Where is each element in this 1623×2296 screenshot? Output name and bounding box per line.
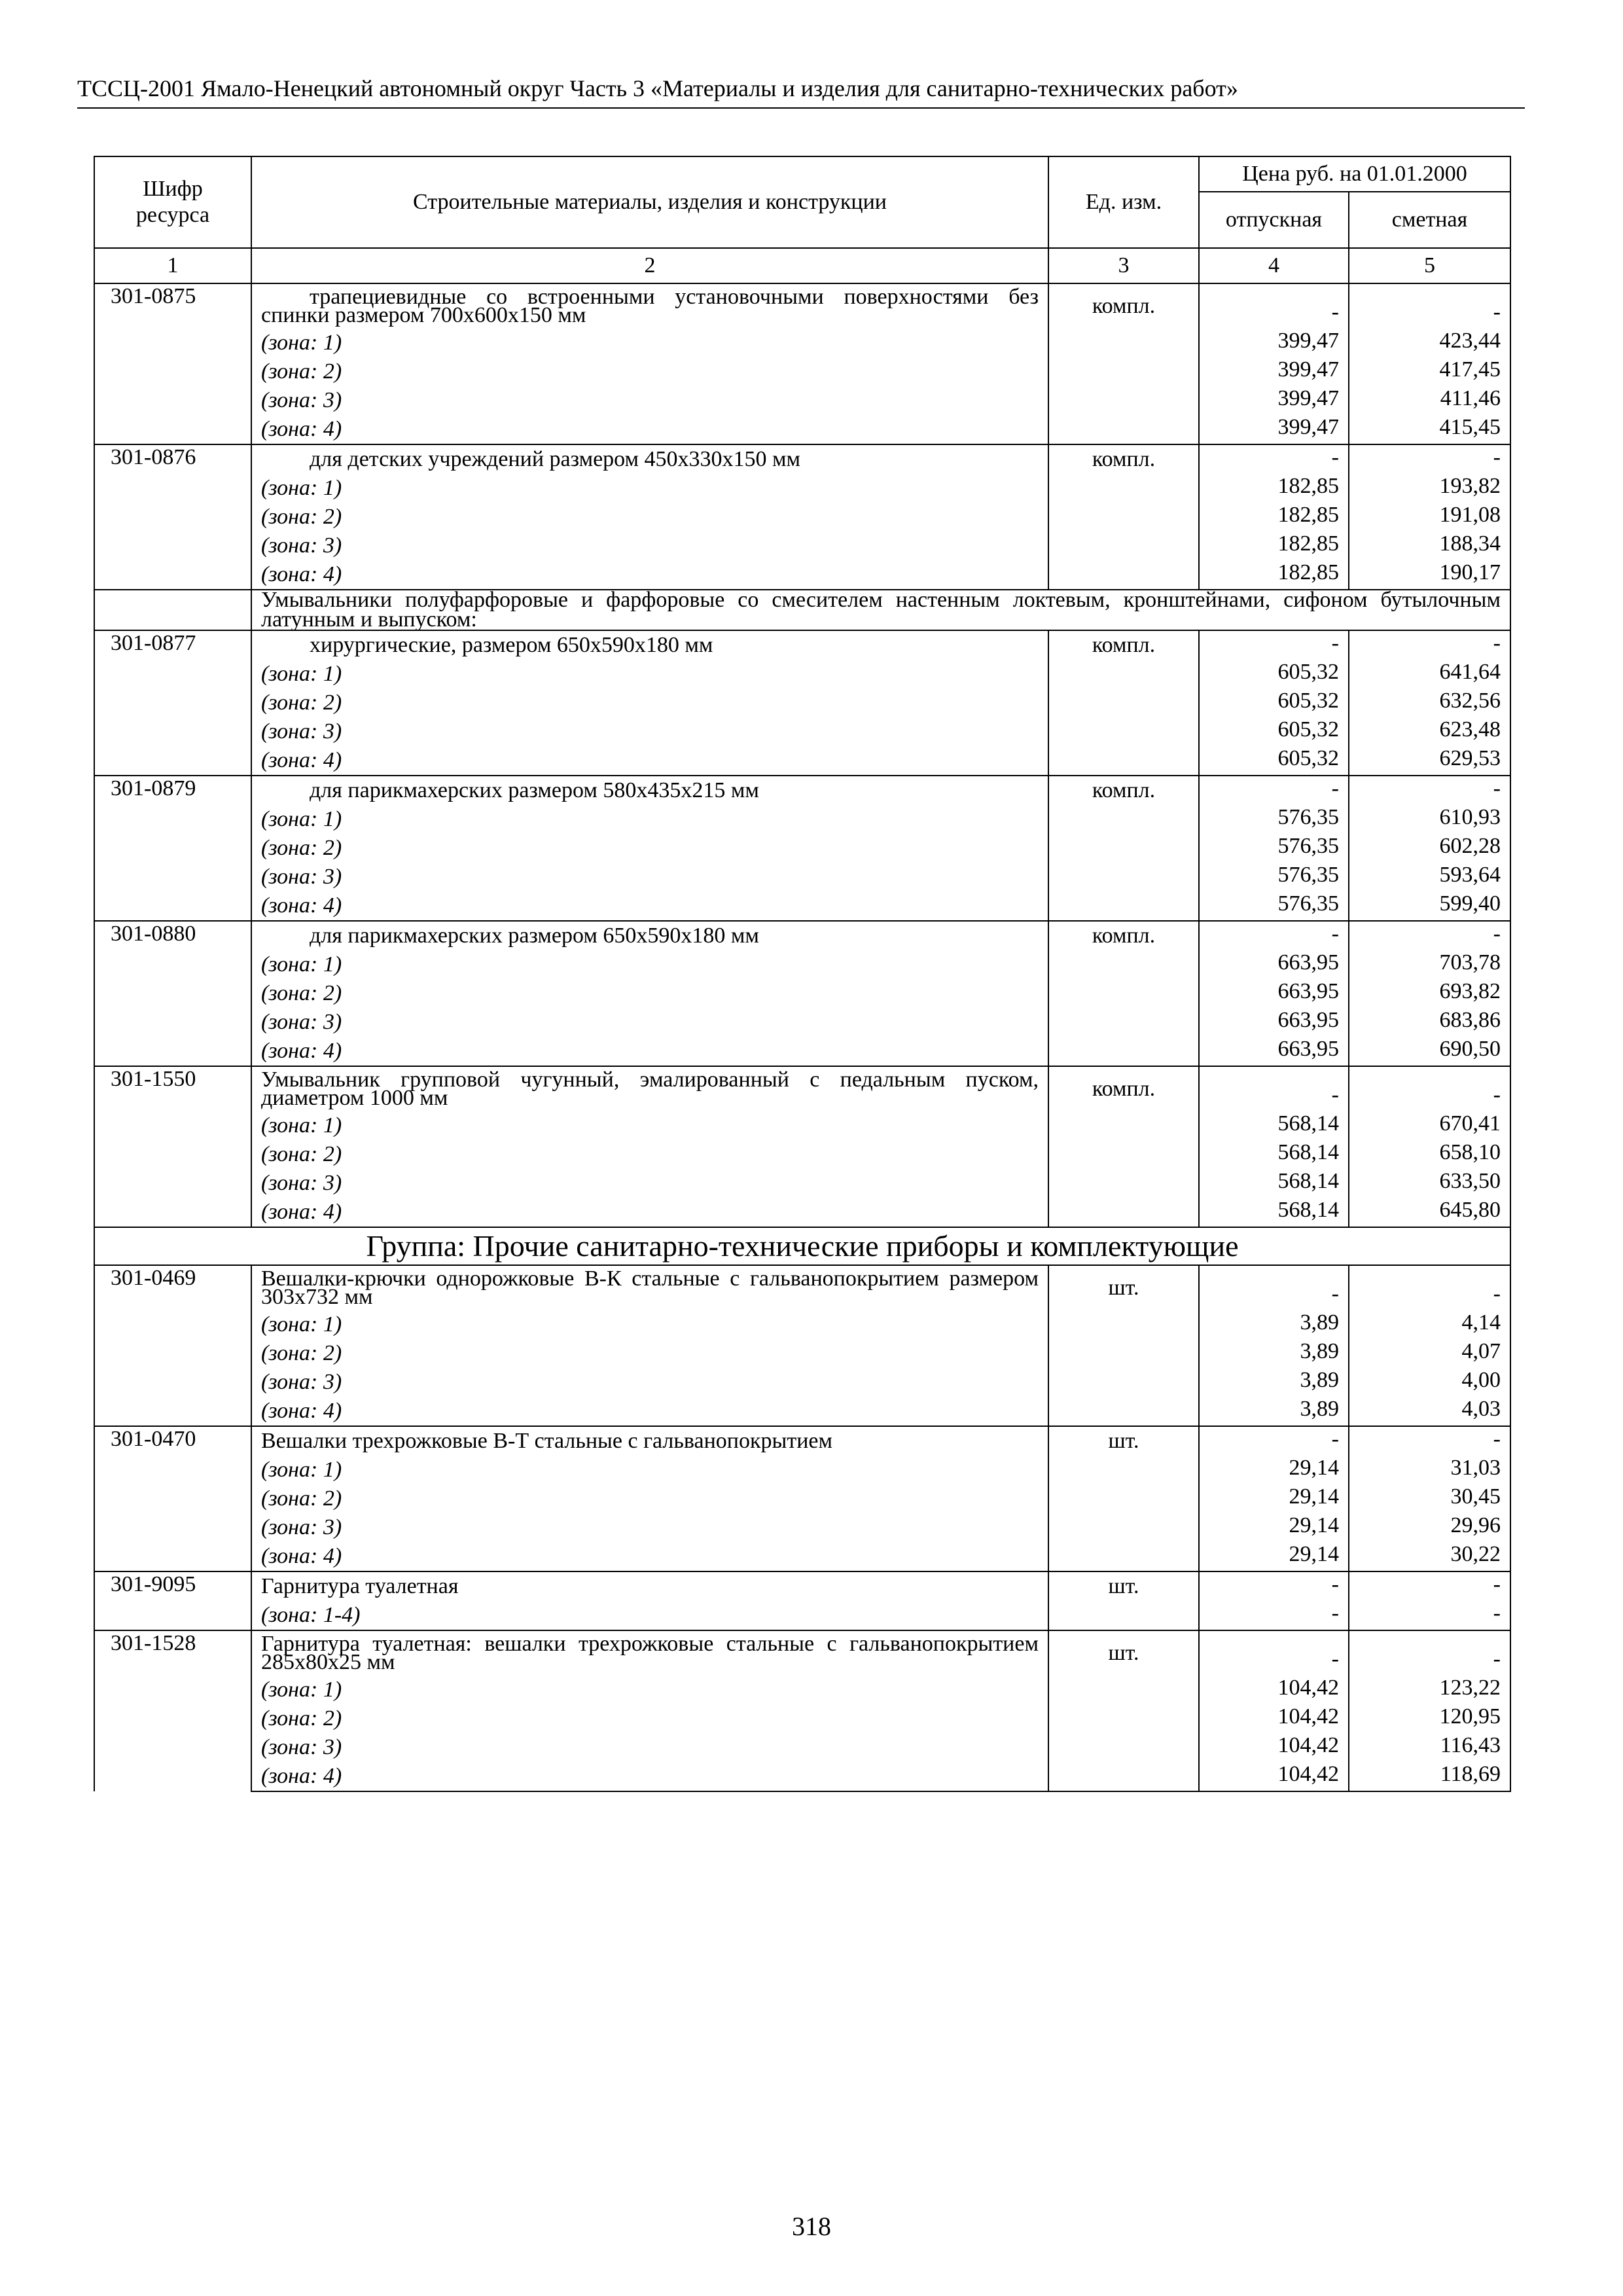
release-price: - <box>1199 444 1349 474</box>
release-price: 3,89 <box>1199 1339 1349 1368</box>
unit-cell-empty <box>1048 415 1199 444</box>
unit-cell-empty <box>1048 950 1199 979</box>
unit-cell-empty <box>1048 1484 1199 1513</box>
unit-cell: компл. <box>1048 776 1199 805</box>
estimate-price: - <box>1349 283 1510 329</box>
estimate-price: - <box>1349 1630 1510 1676</box>
col-number: 3 <box>1048 248 1199 283</box>
material-name: для парикмахерских размером 580х435х215 мм <box>251 776 1048 805</box>
zone-row <box>94 1484 1510 1513</box>
estimate-price: 4,14 <box>1349 1310 1510 1339</box>
unit-cell-empty <box>1048 1339 1199 1368</box>
col-header-release: отпускная <box>1199 192 1349 248</box>
estimate-price: 417,45 <box>1349 357 1510 386</box>
zone-row <box>94 1198 1510 1227</box>
material-name: для парикмахерских размером 650х590х180 мм <box>251 921 1048 950</box>
release-price: - <box>1199 1630 1349 1676</box>
estimate-price: - <box>1349 1571 1510 1601</box>
resource-code: 301-9095 <box>94 1571 251 1630</box>
col-number: 1 <box>94 248 251 283</box>
table-row <box>94 444 1510 474</box>
material-name: Вешалки-крючки однорожковые В-К стальные с гальванопокрытием размером 303х732 мм <box>251 1265 1048 1310</box>
zone-row <box>94 1762 1510 1791</box>
zone-row <box>94 1704 1510 1733</box>
zone-row <box>94 1310 1510 1339</box>
estimate-price: 423,44 <box>1349 329 1510 357</box>
zone-label: (зона: 1) <box>251 329 1048 357</box>
release-price: 3,89 <box>1199 1397 1349 1426</box>
estimate-price: 4,03 <box>1349 1397 1510 1426</box>
zone-label: (зона: 2) <box>251 503 1048 531</box>
section-title: Умывальники полуфарфоровые и фарфоровые со смесителем настенным локтевым, кронштейнами, сифоном бутылочным латунным и выпуском: <box>251 590 1510 630</box>
estimate-price: 116,43 <box>1349 1733 1510 1762</box>
zone-label: (зона: 2) <box>251 1339 1048 1368</box>
release-price: 605,32 <box>1199 689 1349 717</box>
estimate-price: 693,82 <box>1349 979 1510 1008</box>
col-number: 2 <box>251 248 1048 283</box>
section-row <box>94 590 1510 630</box>
estimate-price: 645,80 <box>1349 1198 1510 1227</box>
estimate-price: 599,40 <box>1349 891 1510 921</box>
estimate-price: - <box>1349 1066 1510 1111</box>
zone-row <box>94 386 1510 415</box>
zone-row <box>94 863 1510 891</box>
material-name: Вешалки трехрожковые В-Т стальные с гальванопокрытием <box>251 1426 1048 1456</box>
unit-cell-empty <box>1048 1111 1199 1140</box>
release-price: 182,85 <box>1199 560 1349 590</box>
unit-cell-empty <box>1048 1704 1199 1733</box>
table-row <box>94 1426 1510 1456</box>
estimate-price: 193,82 <box>1349 474 1510 503</box>
zone-row <box>94 1339 1510 1368</box>
estimate-price: - <box>1349 1265 1510 1310</box>
unit-cell-empty <box>1048 660 1199 689</box>
table-row <box>94 630 1510 660</box>
unit-cell-empty <box>1048 891 1199 921</box>
unit-cell-empty <box>1048 329 1199 357</box>
material-name: Гарнитура туалетная <box>251 1571 1048 1601</box>
release-price: - <box>1199 1265 1349 1310</box>
release-price: 104,42 <box>1199 1733 1349 1762</box>
release-price: 576,35 <box>1199 805 1349 834</box>
unit-cell-empty <box>1048 1140 1199 1169</box>
estimate-price: 30,45 <box>1349 1484 1510 1513</box>
zone-row <box>94 1456 1510 1484</box>
zone-row <box>94 1368 1510 1397</box>
zone-label: (зона: 3) <box>251 386 1048 415</box>
release-price: 576,35 <box>1199 863 1349 891</box>
col-number: 5 <box>1349 248 1510 283</box>
material-name: Гарнитура туалетная: вешалки трехрожковые стальные с гальванопокрытием 285х80х25 мм <box>251 1630 1048 1676</box>
unit-cell-empty <box>1048 386 1199 415</box>
zone-row <box>94 1169 1510 1198</box>
estimate-price: 118,69 <box>1349 1762 1510 1791</box>
estimate-price: - <box>1349 1426 1510 1456</box>
release-price: 29,14 <box>1199 1484 1349 1513</box>
zone-row <box>94 717 1510 746</box>
table-row <box>94 1066 1510 1111</box>
zone-row <box>94 560 1510 590</box>
unit-cell-empty <box>1048 746 1199 776</box>
release-price: 663,95 <box>1199 950 1349 979</box>
zone-label: (зона: 2) <box>251 357 1048 386</box>
table-row <box>94 921 1510 950</box>
estimate-price: 188,34 <box>1349 531 1510 560</box>
release-price: 399,47 <box>1199 386 1349 415</box>
release-price: - <box>1199 630 1349 660</box>
release-price: 605,32 <box>1199 746 1349 776</box>
section-code-cell <box>94 590 251 630</box>
release-price: 29,14 <box>1199 1456 1349 1484</box>
unit-cell-empty <box>1048 1733 1199 1762</box>
estimate-price: 690,50 <box>1349 1037 1510 1066</box>
zone-label: (зона: 4) <box>251 415 1048 444</box>
estimate-price: 633,50 <box>1349 1169 1510 1198</box>
zone-row <box>94 950 1510 979</box>
release-price: 29,14 <box>1199 1513 1349 1542</box>
zone-row <box>94 834 1510 863</box>
resource-code: 301-1550 <box>94 1066 251 1227</box>
zone-label: (зона: 1) <box>251 660 1048 689</box>
zone-row <box>94 1008 1510 1037</box>
estimate-price: 415,45 <box>1349 415 1510 444</box>
estimate-price: 30,22 <box>1349 1542 1510 1571</box>
unit-cell-empty <box>1048 1008 1199 1037</box>
unit-cell-empty <box>1048 834 1199 863</box>
release-price: - <box>1199 283 1349 329</box>
unit-cell-empty <box>1048 1762 1199 1791</box>
zone-row <box>94 660 1510 689</box>
release-price: - <box>1199 1426 1349 1456</box>
col-header-name: Строительные материалы, изделия и конструкции <box>251 156 1048 248</box>
zone-row <box>94 746 1510 776</box>
zone-label: (зона: 3) <box>251 717 1048 746</box>
release-price: 568,14 <box>1199 1198 1349 1227</box>
zone-label: (зона: 4) <box>251 1198 1048 1227</box>
zone-label: (зона: 2) <box>251 834 1048 863</box>
estimate-price: - <box>1349 630 1510 660</box>
release-price: 182,85 <box>1199 474 1349 503</box>
release-price: 182,85 <box>1199 531 1349 560</box>
zone-row <box>94 1733 1510 1762</box>
zone-row <box>94 1111 1510 1140</box>
zone-label: (зона: 2) <box>251 979 1048 1008</box>
release-price: 3,89 <box>1199 1368 1349 1397</box>
unit-cell: компл. <box>1048 283 1199 329</box>
col-header-unit: Ед. изм. <box>1048 156 1199 248</box>
table-row <box>94 1630 1510 1676</box>
zone-label: (зона: 2) <box>251 689 1048 717</box>
zone-label: (зона: 1) <box>251 1111 1048 1140</box>
unit-cell: компл. <box>1048 921 1199 950</box>
unit-cell: шт. <box>1048 1630 1199 1676</box>
material-name: Умывальник групповой чугунный, эмалированный с педальным пуском, диаметром 1000 мм <box>251 1066 1048 1111</box>
zone-row <box>94 1140 1510 1169</box>
estimate-price: 191,08 <box>1349 503 1510 531</box>
zone-row <box>94 1513 1510 1542</box>
unit-cell-empty <box>1048 1542 1199 1571</box>
unit-cell-empty <box>1048 1601 1199 1630</box>
estimate-price: 4,07 <box>1349 1339 1510 1368</box>
zone-row <box>94 531 1510 560</box>
estimate-price: - <box>1349 444 1510 474</box>
unit-cell-empty <box>1048 1676 1199 1704</box>
table-row <box>94 283 1510 329</box>
col-number: 4 <box>1199 248 1349 283</box>
zone-label: (зона: 1) <box>251 1456 1048 1484</box>
zone-label: (зона: 3) <box>251 1513 1048 1542</box>
unit-cell-empty <box>1048 503 1199 531</box>
estimate-price: 190,17 <box>1349 560 1510 590</box>
unit-cell: шт. <box>1048 1571 1199 1601</box>
unit-cell-empty <box>1048 979 1199 1008</box>
release-price: 3,89 <box>1199 1310 1349 1339</box>
release-price: - <box>1199 921 1349 950</box>
material-name: для детских учреждений размером 450х330х150 мм <box>251 444 1048 474</box>
estimate-price: - <box>1349 921 1510 950</box>
unit-cell-empty <box>1048 1310 1199 1339</box>
material-name: трапециевидные со встроенными установочными поверхностями без спинки размером 700х600х150 мм <box>251 283 1048 329</box>
zone-label: (зона: 2) <box>251 1140 1048 1169</box>
estimate-price: - <box>1349 776 1510 805</box>
zone-row <box>94 1676 1510 1704</box>
unit-cell-empty <box>1048 1368 1199 1397</box>
release-price: 605,32 <box>1199 717 1349 746</box>
release-price: 576,35 <box>1199 834 1349 863</box>
estimate-price: 703,78 <box>1349 950 1510 979</box>
zone-label: (зона: 3) <box>251 1169 1048 1198</box>
unit-cell: шт. <box>1048 1265 1199 1310</box>
estimate-price: - <box>1349 1601 1510 1630</box>
release-price: 605,32 <box>1199 660 1349 689</box>
col-header-price: Цена руб. на 01.01.2000 <box>1199 156 1510 192</box>
page-number: 318 <box>792 2212 831 2241</box>
release-price: 568,14 <box>1199 1111 1349 1140</box>
zone-row <box>94 805 1510 834</box>
zone-label: (зона: 4) <box>251 1762 1048 1791</box>
release-price: - <box>1199 1571 1349 1601</box>
group-row <box>94 1227 1510 1265</box>
zone-label: (зона: 2) <box>251 1704 1048 1733</box>
unit-cell-empty <box>1048 1513 1199 1542</box>
estimate-price: 123,22 <box>1349 1676 1510 1704</box>
unit-cell-empty <box>1048 805 1199 834</box>
unit-cell-empty <box>1048 689 1199 717</box>
release-price: - <box>1199 1601 1349 1630</box>
zone-row <box>94 891 1510 921</box>
zone-row <box>94 415 1510 444</box>
zone-row <box>94 979 1510 1008</box>
zone-row <box>94 474 1510 503</box>
estimate-price: 593,64 <box>1349 863 1510 891</box>
unit-cell-empty <box>1048 1198 1199 1227</box>
zone-row <box>94 1037 1510 1066</box>
table-row <box>94 1571 1510 1601</box>
resource-code: 301-1528 <box>94 1630 251 1791</box>
unit-cell-empty <box>1048 863 1199 891</box>
estimate-price: 602,28 <box>1349 834 1510 863</box>
release-price: 182,85 <box>1199 503 1349 531</box>
zone-label: (зона: 1-4) <box>251 1601 1048 1630</box>
zone-label: (зона: 4) <box>251 1542 1048 1571</box>
zone-row <box>94 1542 1510 1571</box>
zone-row <box>94 1397 1510 1426</box>
resource-code: 301-0879 <box>94 776 251 921</box>
zone-label: (зона: 3) <box>251 531 1048 560</box>
release-price: 663,95 <box>1199 1008 1349 1037</box>
unit-cell-empty <box>1048 717 1199 746</box>
release-price: 663,95 <box>1199 979 1349 1008</box>
unit-cell-empty <box>1048 1037 1199 1066</box>
release-price: 29,14 <box>1199 1542 1349 1571</box>
estimate-price: 658,10 <box>1349 1140 1510 1169</box>
zone-label: (зона: 1) <box>251 950 1048 979</box>
resource-code: 301-0470 <box>94 1426 251 1571</box>
release-price: - <box>1199 1066 1349 1111</box>
zone-label: (зона: 4) <box>251 560 1048 590</box>
resource-code: 301-0875 <box>94 283 251 444</box>
estimate-price: 632,56 <box>1349 689 1510 717</box>
zone-label: (зона: 4) <box>251 746 1048 776</box>
resource-code: 301-0880 <box>94 921 251 1066</box>
release-price: - <box>1199 776 1349 805</box>
zone-label: (зона: 3) <box>251 1368 1048 1397</box>
estimate-price: 411,46 <box>1349 386 1510 415</box>
table-row <box>94 776 1510 805</box>
unit-cell-empty <box>1048 474 1199 503</box>
zone-row <box>94 503 1510 531</box>
zone-label: (зона: 1) <box>251 474 1048 503</box>
estimate-price: 610,93 <box>1349 805 1510 834</box>
col-header-estimate: сметная <box>1349 192 1510 248</box>
estimate-price: 670,41 <box>1349 1111 1510 1140</box>
zone-label: (зона: 3) <box>251 1733 1048 1762</box>
zone-label: (зона: 1) <box>251 805 1048 834</box>
release-price: 104,42 <box>1199 1676 1349 1704</box>
unit-cell-empty <box>1048 1456 1199 1484</box>
release-price: 399,47 <box>1199 415 1349 444</box>
zone-label: (зона: 4) <box>251 891 1048 921</box>
resource-code: 301-0469 <box>94 1265 251 1426</box>
estimate-price: 629,53 <box>1349 746 1510 776</box>
unit-cell-empty <box>1048 1169 1199 1198</box>
zone-label: (зона: 2) <box>251 1484 1048 1513</box>
zone-label: (зона: 4) <box>251 1037 1048 1066</box>
release-price: 576,35 <box>1199 891 1349 921</box>
col-header-code: Шифр ресурса <box>94 156 251 248</box>
table-row <box>94 1265 1510 1310</box>
release-price: 568,14 <box>1199 1140 1349 1169</box>
estimate-price: 623,48 <box>1349 717 1510 746</box>
document-header: ТССЦ-2001 Ямало-Ненецкий автономный округ Часть 3 «Материалы и изделия для санитарно-технических работ» <box>77 73 1525 109</box>
price-table <box>94 156 1511 1792</box>
zone-row <box>94 689 1510 717</box>
resource-code: 301-0876 <box>94 444 251 590</box>
unit-cell-empty <box>1048 1397 1199 1426</box>
release-price: 399,47 <box>1199 329 1349 357</box>
zone-label: (зона: 3) <box>251 1008 1048 1037</box>
release-price: 663,95 <box>1199 1037 1349 1066</box>
zone-label: (зона: 1) <box>251 1676 1048 1704</box>
unit-cell: шт. <box>1048 1426 1199 1456</box>
estimate-price: 29,96 <box>1349 1513 1510 1542</box>
material-name: хирургические, размером 650х590х180 мм <box>251 630 1048 660</box>
estimate-price: 31,03 <box>1349 1456 1510 1484</box>
release-price: 568,14 <box>1199 1169 1349 1198</box>
unit-cell-empty <box>1048 560 1199 590</box>
estimate-price: 120,95 <box>1349 1704 1510 1733</box>
unit-cell-empty <box>1048 531 1199 560</box>
zone-row <box>94 1601 1510 1630</box>
unit-cell: компл. <box>1048 630 1199 660</box>
zone-label: (зона: 3) <box>251 863 1048 891</box>
release-price: 399,47 <box>1199 357 1349 386</box>
zone-row <box>94 329 1510 357</box>
zone-row <box>94 357 1510 386</box>
estimate-price: 4,00 <box>1349 1368 1510 1397</box>
zone-label: (зона: 1) <box>251 1310 1048 1339</box>
unit-cell: компл. <box>1048 444 1199 474</box>
unit-cell: компл. <box>1048 1066 1199 1111</box>
estimate-price: 683,86 <box>1349 1008 1510 1037</box>
resource-code: 301-0877 <box>94 630 251 776</box>
release-price: 104,42 <box>1199 1704 1349 1733</box>
table-body <box>94 283 1510 1791</box>
group-title: Группа: Прочие санитарно-технические приборы и комплектующие <box>94 1227 1510 1265</box>
release-price: 104,42 <box>1199 1762 1349 1791</box>
estimate-price: 641,64 <box>1349 660 1510 689</box>
zone-label: (зона: 4) <box>251 1397 1048 1426</box>
unit-cell-empty <box>1048 357 1199 386</box>
